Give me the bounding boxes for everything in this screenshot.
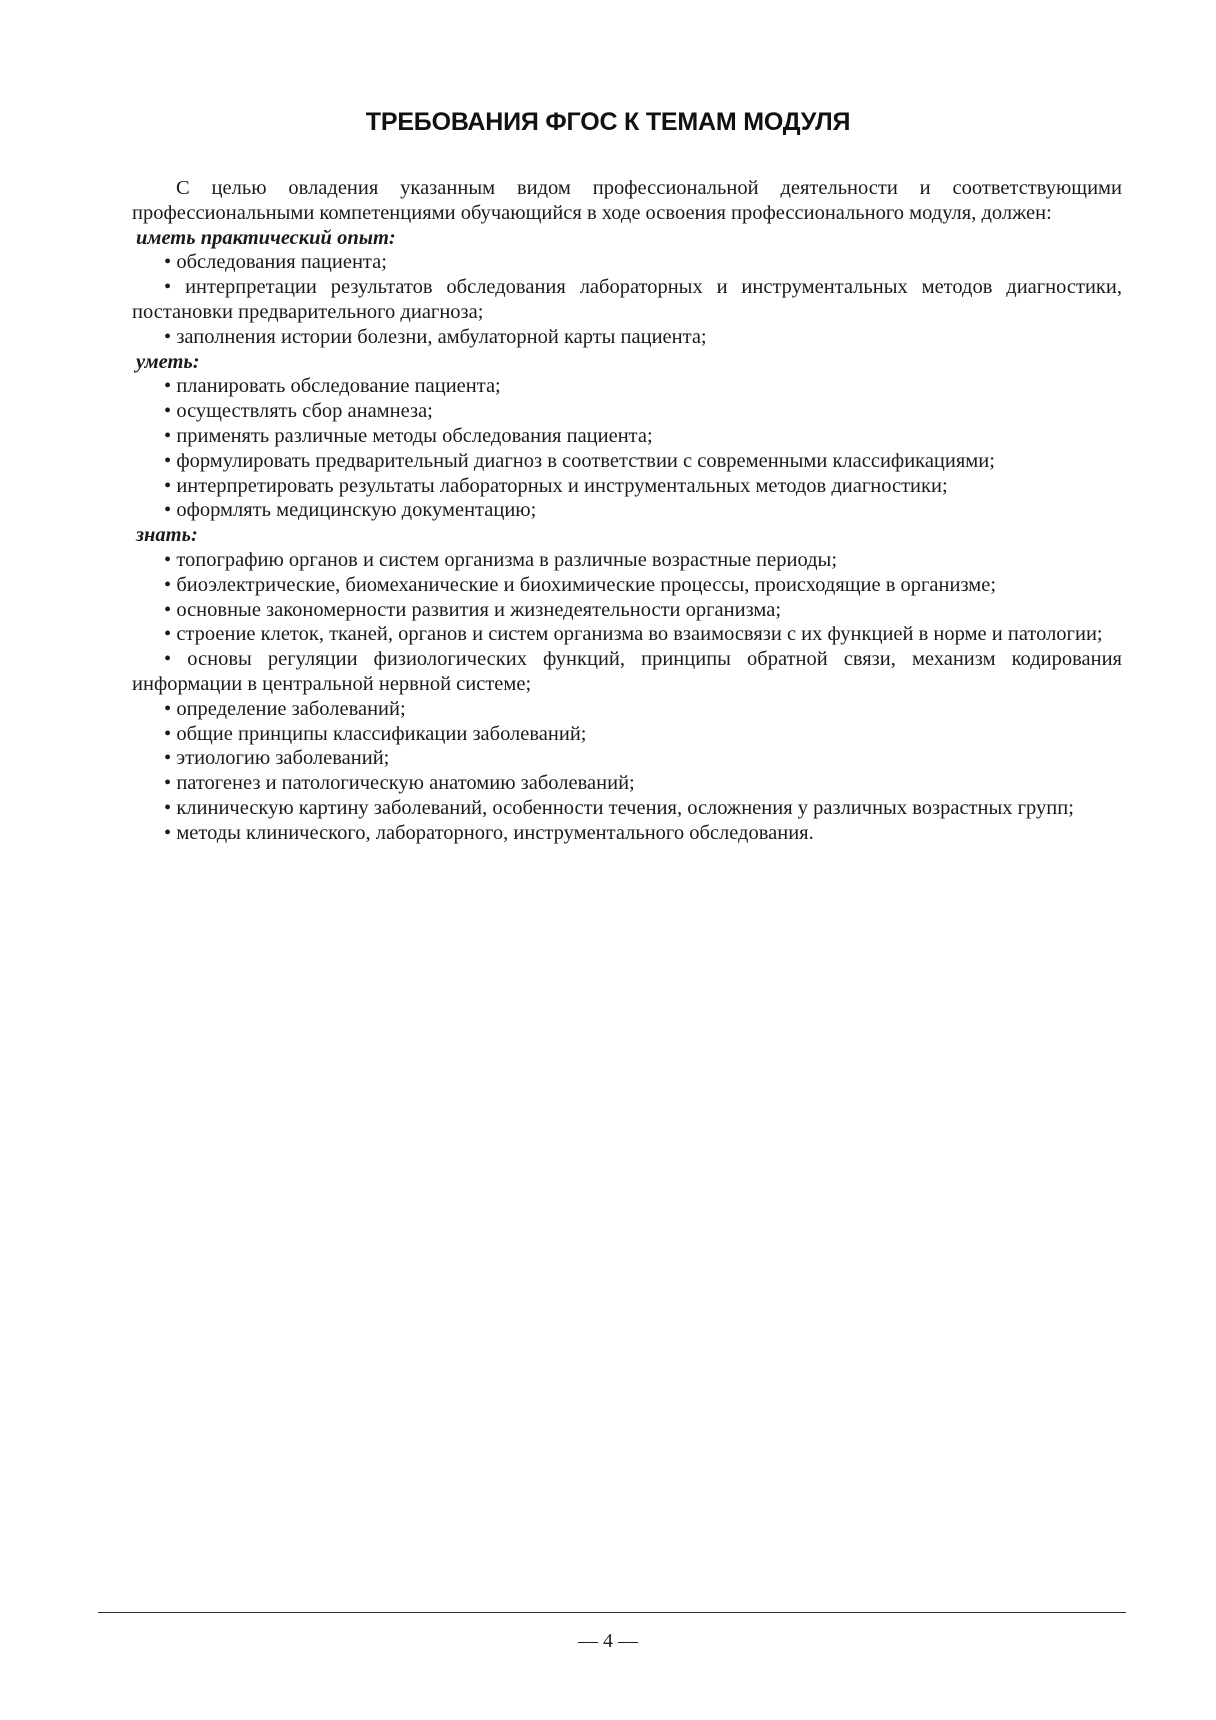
- list-item: • этиологию заболеваний;: [132, 746, 1122, 771]
- list-item: • обследования пациента;: [132, 250, 1122, 275]
- list-item: • определение заболеваний;: [132, 697, 1122, 722]
- list-item: • общие принципы классификации заболеваний;: [132, 722, 1122, 747]
- list-item: • интерпретировать результаты лабораторных и инструментальных методов диагностики;: [132, 474, 1122, 499]
- list-item: • интерпретации результатов обследования лабораторных и инструментальных методов диагностики, постановки предварительного диагноза;: [132, 275, 1122, 325]
- list-item: • биоэлектрические, биомеханические и биохимические процессы, происходящие в организме;: [132, 573, 1122, 598]
- page-title: ТРЕБОВАНИЯ ФГОС К ТЕМАМ МОДУЛЯ: [365, 108, 851, 136]
- list-item: • формулировать предварительный диагноз в соответствии с современными классификациями;: [132, 449, 1122, 474]
- list-item: • оформлять медицинскую документацию;: [132, 498, 1122, 523]
- list-item: • планировать обследование пациента;: [132, 374, 1122, 399]
- section-heading-skills: уметь:: [136, 350, 200, 373]
- list-item: • методы клинического, лабораторного, инструментального обследования.: [132, 821, 1122, 846]
- list-item: • топографию органов и систем организма в различные возрастные периоды;: [132, 548, 1122, 573]
- page-number: — 4 —: [578, 1630, 638, 1652]
- document-body: [132, 176, 1122, 846]
- list-item: • осуществлять сбор анамнеза;: [132, 399, 1122, 424]
- list-item: • основы регуляции физиологических функций, принципы обратной связи, механизм кодирования информации в центральной нервной системе;: [132, 647, 1122, 697]
- section-heading-experience: иметь практический опыт:: [136, 226, 396, 249]
- list-item: • патогенез и патологическую анатомию заболеваний;: [132, 771, 1122, 796]
- list-item: • строение клеток, тканей, органов и систем организма во взаимосвязи с их функцией в норме и патологии;: [132, 622, 1122, 647]
- intro-paragraph: С целью овладения указанным видом профессиональной деятельности и соответствующими профессиональными компетенциями обучающийся в ходе освоения профессионального модуля, должен:: [132, 177, 1122, 224]
- list-item: • основные закономерности развития и жизнедеятельности организма;: [132, 598, 1122, 623]
- list-item: • применять различные методы обследования пациента;: [132, 424, 1122, 449]
- list-item: • клиническую картину заболеваний, особенности течения, осложнения у различных возрастных групп;: [132, 796, 1122, 821]
- list-item: • заполнения истории болезни, амбулаторной карты пациента;: [132, 325, 1122, 350]
- section-heading-knowledge: знать:: [136, 524, 198, 547]
- footer-divider: [98, 1612, 1126, 1613]
